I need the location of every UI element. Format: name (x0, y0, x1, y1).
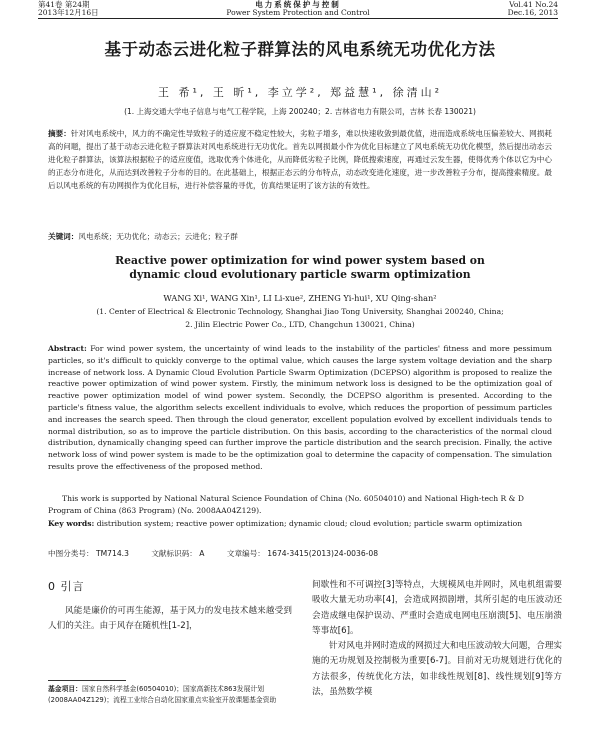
clc-number: 中图分类号： TM714.3 (48, 549, 129, 558)
authors-en: WANG Xi¹, WANG Xin¹, LI Li-xue², ZHENG Yi-hui¹, XU Qing-shan² (163, 293, 437, 303)
affiliation-en (40, 305, 560, 331)
funding-footnote (48, 684, 292, 705)
abstract-cn (48, 128, 552, 193)
keywords-cn-text: 风电系统；无功优化；动态云；云进化；粒子群 (78, 232, 238, 241)
title-en (60, 254, 540, 282)
header-date-cn: 2013年12月16日 (38, 8, 99, 17)
abstract-en (48, 343, 552, 473)
keywords-en-text: distribution system; reactive power optimization; dynamic cloud; cloud evolution; particle swarm optimization (96, 519, 523, 528)
header-date-en: Dec.16, 2013 (507, 8, 558, 17)
intro-paragraph-left: 风能是廉价的可再生能源，基于风力的发电技术越来越受到人们的关注。由于风存在随机性[1-2]， (48, 606, 292, 632)
abstract-en-text: For wind power system, the uncertainty of wind leads to the instability of the particles' fitness and more pessimum particles, so it's difficult to quickly converge to the optimal value, which causes the large system voltage deviation and the sharp increase of network loss. A Dynamic Cloud Evolution Particle Swarm Optimization (DCEPSO) algorithm is proposed to realize the reactive power optimization of wind power system. Firstly, the minimum network loss is designed to be the optimization goal of reactive power optimization model of wind power system. Secondly, the DCEPSO algorithm is presented. According to the particle's fitness value, the algorithm selects excellent individuals to evolve, which reduces the proportion of pessimum particles and increases the search speed. Then through the cloud generator, excellent population evolved by excellent individuals tends to normal distribution, so as to improve the particle distribution. On this basis, according to the characteristics of the normal cloud distribution, dynamically changing speed can further improve the particle distribution and the search precision. Finally, the active network loss of wind power system is made to be the optimization goal to determine the capacity of compensation. The simulation results prove the effectiveness of the proposed method. (48, 344, 552, 471)
title-cn: 基于动态云进化粒子群算法的风电系统无功优化方法 (104, 40, 496, 59)
keywords-cn-label: 关键词： (48, 232, 79, 241)
section-heading: 0 引言 (48, 580, 85, 593)
header-volume-cn: 第41卷 第24期 (38, 0, 90, 9)
affiliation-en-line1: (1. Center of Electrical & Electronic Technology, Shanghai Jiao Tong University, Shanghai 200240, China; (96, 307, 504, 316)
doc-code: 文献标识码： A (151, 549, 205, 558)
abstract-cn-text: 针对风电系统中，风力的不确定性导致粒子的适应度不稳定性较大，劣粒子增多，难以快速收敛到最优值，进而造成系统电压偏差较大、网损耗高的问题，提出了基于动态云进化粒子群算法对风电系统进行无功优化。首先以网损最小作为优化目标建立了风电系统无功优化模型，然后提出动态云进化粒子群算法，该算法根据粒子的适应度值，选取优秀个体进化，从而降低劣粒子比例，降低搜索速度，再通过云发生器，使得优秀个体以它为中心的正态分布进化，从而达到改善粒子分布的目的。在此基础上，根据正态云的分布特点，动态改变进化速度，进一步改善粒子分布，提高搜索精度。最后以风电系统的有功网损作为优化目标，进行补偿容量的寻优，仿真结果证明了该方法的有效性。 (48, 129, 553, 190)
header-volume-en: Vol.41 No.24 (509, 0, 558, 9)
header-journal-en: Power System Protection and Control (226, 8, 370, 17)
support-en: This work is supported by National Natural Science Foundation of China (No. 60504010) and National High-tech R & D Program of China (863 Program) (No. 2008AA04Z129). (48, 494, 524, 515)
abstract-cn-label: 摘要： (48, 129, 71, 138)
authors-cn: 王 希¹, 王 昕¹, 李立学², 郑益慧¹, 徐清山² (157, 86, 442, 99)
footnote-text: 国家自然科学基金(60504010)；国家高新技术863发展计划(2008AA04Z129)；流程工业综合自动化国家重点实验室开放课题基金资助 (48, 685, 277, 704)
affiliation-en-line2: 2. Jilin Electric Power Co., LTD, Changchun 130021, China) (185, 320, 415, 329)
article-number: 文章编号： 1674-3415(2013)24-0036-08 (226, 549, 379, 558)
footnote-divider (48, 680, 126, 681)
classification-line (48, 548, 552, 559)
keywords-en-label: Key words: (48, 519, 95, 528)
title-en-line1: Reactive power optimization for wind power system based on (115, 254, 485, 267)
title-en-line2: dynamic cloud evolutionary particle swarm optimization (129, 268, 471, 281)
keywords-en (48, 519, 552, 528)
header-journal-cn: 电力系统保护与控制 (255, 0, 341, 9)
affiliation-cn: (1. 上海交通大学电子信息与电气工程学院，上海 200240；2. 吉林省电力有限公司，吉林 长春 130021) (124, 107, 476, 116)
keywords-cn (48, 231, 552, 242)
intro-paragraph-right-1: 间歇性和不可调控[3]等特点，大规模风电并网时，风电机组需要吸收大量无功功率[4]，会造成网损剧增，其所引起的电压波动还会造成继电保护误动、严重时会造成电网电压崩溃[5]、电压崩溃等事故[6]。 (312, 580, 562, 636)
body-left-column (48, 578, 292, 635)
running-header (38, 0, 558, 19)
footnote-label: 基金项目： (48, 685, 82, 693)
body-right-column (312, 578, 562, 700)
abstract-en-label: Abstract: (48, 344, 87, 353)
intro-paragraph-right-2: 针对风电并网时造成的网损过大和电压波动较大问题，合理实施的无功规划及控制极为重要[6-7]。目前对无功规划进行优化的方法很多，传统优化方法，如非线性规划[8]、线性规划[9]等方法，虽然数学模 (312, 641, 562, 698)
